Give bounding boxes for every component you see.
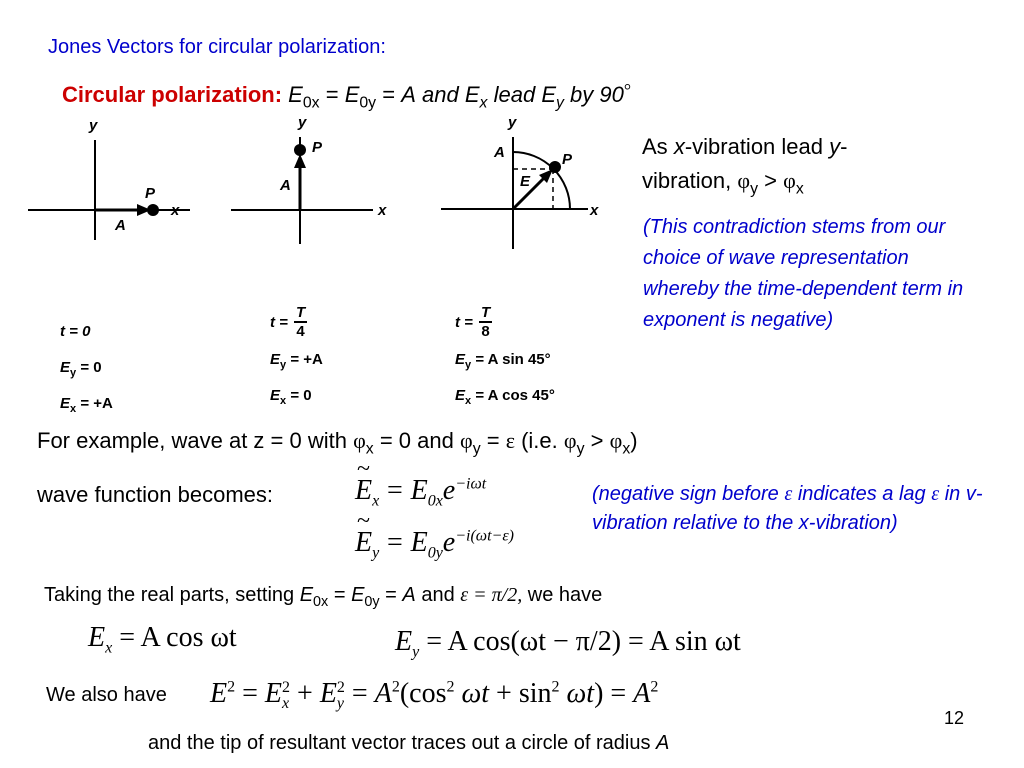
int-wt1: ωt: [461, 678, 490, 709]
int-cos: (cos: [399, 678, 447, 709]
cond-ex-sub: x: [280, 395, 287, 407]
int-ex-sub: x: [282, 694, 290, 712]
int-wt2: ωt: [566, 678, 595, 709]
example-e: ): [630, 428, 638, 453]
eq2-lhs: E: [355, 527, 373, 558]
lag-note-eps2: ε: [931, 483, 940, 505]
example-y-sub2: y: [576, 440, 585, 458]
example-line: [37, 428, 638, 458]
cond-ey: [60, 350, 113, 386]
vector-label: A: [494, 144, 505, 161]
cond-ex-e: E: [60, 395, 71, 412]
lag-note-c: in v-vibration relative to the x-vibration): [592, 483, 983, 534]
line1-b: -vibration lead: [684, 134, 823, 159]
vector-arrowhead: [294, 154, 306, 168]
cond-ex-val: = 0: [290, 387, 312, 404]
heading-ex: E: [464, 82, 480, 107]
y-axis-label: y: [89, 117, 98, 134]
wave-eq-ey: [355, 508, 514, 562]
right-note-line1: [642, 130, 942, 164]
heading-e0y-sub: 0y: [359, 94, 377, 112]
example-eps: ε: [505, 428, 515, 453]
cond-ey-sub: y: [280, 359, 287, 371]
example-phi-y: φ: [459, 428, 473, 453]
conclusion-text: and the tip of resultant vector traces out a circle of radius: [148, 732, 651, 754]
x-axis-label: x: [378, 202, 387, 219]
lag-note: [592, 480, 992, 538]
real-eq1: =: [333, 584, 346, 606]
eq1-rhs-sub: 0x: [427, 492, 443, 510]
lag-note-a: (negative sign before: [592, 483, 779, 505]
real-we-have: we have: [527, 584, 603, 606]
eq1-lhs: E: [355, 475, 373, 506]
lag-note-eps: ε: [784, 483, 793, 505]
real-e0y: E: [351, 584, 365, 606]
e-label: E: [520, 173, 531, 190]
heading-and: and: [422, 82, 459, 107]
eq2-rhs: E: [410, 527, 428, 558]
contradiction-note: (This contradiction stems from our choice of wave representation whereby the time-dependent term in exponent is negative): [643, 216, 964, 331]
cond-ex: [60, 386, 113, 422]
heading-eq2: =: [382, 82, 396, 107]
phi-x: φ: [783, 168, 796, 193]
cond-ey-sub: y: [70, 367, 77, 379]
real-a: Taking the real parts, setting: [44, 584, 295, 606]
eq2-eq: =: [387, 527, 403, 558]
cond-ex-sub: x: [465, 395, 472, 407]
eq1-lhs-sub: x: [372, 492, 380, 510]
example-y-sub: y: [472, 440, 481, 458]
vector-label: A: [115, 217, 126, 234]
real-and: and: [421, 584, 455, 606]
gt-sign: >: [764, 168, 778, 193]
eq1-e: e: [442, 475, 456, 506]
y-axis-label: y: [508, 114, 517, 131]
cond-ey-val: = A sin 45°: [475, 351, 551, 368]
heading-eq1: =: [325, 82, 339, 107]
real-eps-eq: ε = π/2,: [460, 584, 523, 606]
example-gt: >: [590, 428, 604, 453]
int-a2: A: [633, 678, 651, 709]
cond-ex: [270, 378, 323, 414]
cond-ex-e: E: [455, 387, 466, 404]
int-cos-sq: 2: [446, 678, 455, 696]
eq1-eq: =: [387, 475, 403, 506]
real-eq2: =: [385, 584, 397, 606]
example-b: = 0 and: [379, 428, 454, 453]
heading-ey-sub: y: [556, 94, 564, 112]
cond-ey-val: = 0: [80, 359, 102, 376]
point-label: P: [145, 185, 156, 202]
int-eq: =: [242, 678, 258, 709]
eq1-rhs: E: [410, 475, 428, 506]
cond-ey-e: E: [270, 351, 281, 368]
heading-line: [62, 80, 632, 112]
cond-t-den: 4: [296, 323, 305, 340]
x-axis-label: x: [590, 202, 599, 219]
real-a-amp: A: [402, 584, 416, 606]
real-parts-line: [44, 584, 603, 610]
right-note-statement: [642, 130, 942, 198]
cond-t: [60, 314, 113, 350]
heading-ex-sub: x: [479, 94, 488, 112]
cond-t-pre: t =: [455, 313, 473, 331]
conclusion-a: A: [656, 732, 670, 754]
example-phi-x2: φ: [609, 428, 623, 453]
cond-t-pre: t =: [270, 313, 288, 331]
int-ey-sub: y: [336, 694, 345, 712]
int-close: ) =: [594, 678, 627, 709]
int-ey-sq: 2: [336, 678, 345, 696]
line1-x: x: [673, 134, 685, 159]
x-axis-label: x: [171, 202, 180, 219]
diagram-t8-conditions: [455, 300, 555, 414]
heading-lead: lead: [493, 82, 536, 107]
cond-ey-e: E: [60, 359, 71, 376]
cond-ey-sub: y: [465, 359, 472, 371]
vector-label: A: [280, 177, 291, 194]
eq-ey-sub: y: [412, 643, 420, 661]
cond-ex-sub: x: [70, 403, 77, 415]
point-p: [294, 144, 306, 156]
example-phi-y2: φ: [563, 428, 577, 453]
point-p: [549, 161, 561, 173]
cond-ex-e: E: [270, 387, 281, 404]
phi-y-sub: y: [750, 180, 759, 198]
right-note-line2: [642, 164, 942, 198]
phi-y: φ: [737, 168, 751, 193]
int-e-sq: 2: [227, 678, 236, 696]
eq-intensity: [210, 678, 658, 712]
cond-ex-val: = +A: [80, 395, 113, 412]
int-ex-sq: 2: [282, 678, 291, 696]
int-ex: E: [264, 678, 283, 709]
eq2-exp: −i(ωt−ε): [455, 527, 514, 545]
line2-a: vibration,: [642, 168, 732, 193]
example-a: For example, wave at z = 0 with: [37, 428, 347, 453]
eq2-tilde: ~: [357, 508, 370, 534]
lag-note-b: indicates a lag: [797, 483, 926, 505]
diagram-t4: [228, 112, 403, 247]
real-e0y-sub: 0y: [364, 594, 380, 610]
cond-ey-e: E: [455, 351, 466, 368]
heading-degree: °: [623, 80, 632, 100]
int-ey: E: [319, 678, 337, 709]
cond-t-den: 8: [481, 323, 490, 340]
conclusion-line: [148, 732, 669, 755]
line1-y: y: [829, 134, 841, 159]
cond-t-num: T: [295, 304, 306, 321]
heading-e0x-sub: 0x: [302, 94, 320, 112]
eq2-lhs-sub: y: [372, 544, 380, 562]
example-x-sub: x: [365, 440, 374, 458]
slide-title: Jones Vectors for circular polarization:: [48, 36, 386, 58]
cond-ex-val: = A cos 45°: [475, 387, 555, 404]
int-a: A: [374, 678, 392, 709]
heading-a: A: [401, 82, 416, 107]
example-c: =: [486, 428, 500, 453]
real-e0x: E: [299, 584, 314, 606]
eq-ex-sub: x: [105, 639, 113, 657]
eq2-e: e: [442, 527, 456, 558]
eq-ey-real: [395, 626, 741, 661]
heading-label: Circular polarization:: [62, 82, 283, 107]
heading-e0x: E: [288, 82, 303, 107]
also-label: We also have: [46, 684, 167, 706]
diagram-t4-conditions: [270, 300, 323, 414]
diagram-t8: [438, 112, 613, 252]
cond-t: [455, 300, 555, 344]
eq-ex-lhs: E: [88, 622, 106, 653]
int-eq2: =: [351, 678, 368, 709]
cond-t-num: T: [480, 304, 491, 321]
example-x-sub2: x: [622, 440, 631, 458]
page-number: 12: [944, 708, 965, 728]
int-e: E: [210, 678, 228, 709]
eq2-rhs-sub: 0y: [427, 544, 443, 562]
point-label: P: [562, 151, 573, 168]
wave-eq-ex: [355, 456, 487, 510]
eq-ex-rhs: = A cos ωt: [119, 622, 237, 653]
heading-e0y: E: [344, 82, 360, 107]
int-plus: +: [297, 678, 313, 709]
phi-x-sub: x: [795, 180, 804, 198]
cond-ey: [270, 342, 323, 378]
point-label: P: [312, 139, 323, 156]
cond-t-fraction: [294, 304, 307, 340]
cond-t-fraction: [479, 304, 492, 340]
real-e0x-sub: 0x: [313, 594, 329, 610]
example-phi-x: φ: [353, 428, 366, 453]
eq1-tilde: ~: [357, 456, 370, 482]
heading-ey: E: [541, 82, 556, 107]
int-a2-sq: 2: [650, 678, 659, 696]
eq-ex-real: [88, 622, 237, 657]
int-a-sq: 2: [391, 678, 400, 696]
int-sin: + sin: [496, 678, 552, 709]
diagram-t0-conditions: [60, 314, 113, 422]
eq1-exp: −iωt: [455, 475, 487, 493]
cond-ey: [455, 342, 555, 378]
diagram-t0: [25, 112, 195, 242]
line1-a: As: [642, 134, 668, 159]
cond-t: [270, 300, 323, 344]
eq-ey-rhs: = A cos(ωt − π/2) = A sin ωt: [426, 626, 741, 657]
y-axis-label: y: [298, 114, 307, 131]
cond-t-text: t = 0: [60, 323, 91, 340]
int-sin-sq: 2: [551, 678, 560, 696]
line1-c: -: [840, 134, 848, 159]
example-d: (i.e.: [521, 428, 558, 453]
wave-function-label: wave function becomes:: [37, 482, 274, 507]
point-p: [147, 204, 159, 216]
eq-ey-lhs: E: [395, 626, 413, 657]
heading-by: by 90: [570, 82, 624, 107]
cond-ey-val: = +A: [290, 351, 323, 368]
cond-ex: [455, 378, 555, 414]
